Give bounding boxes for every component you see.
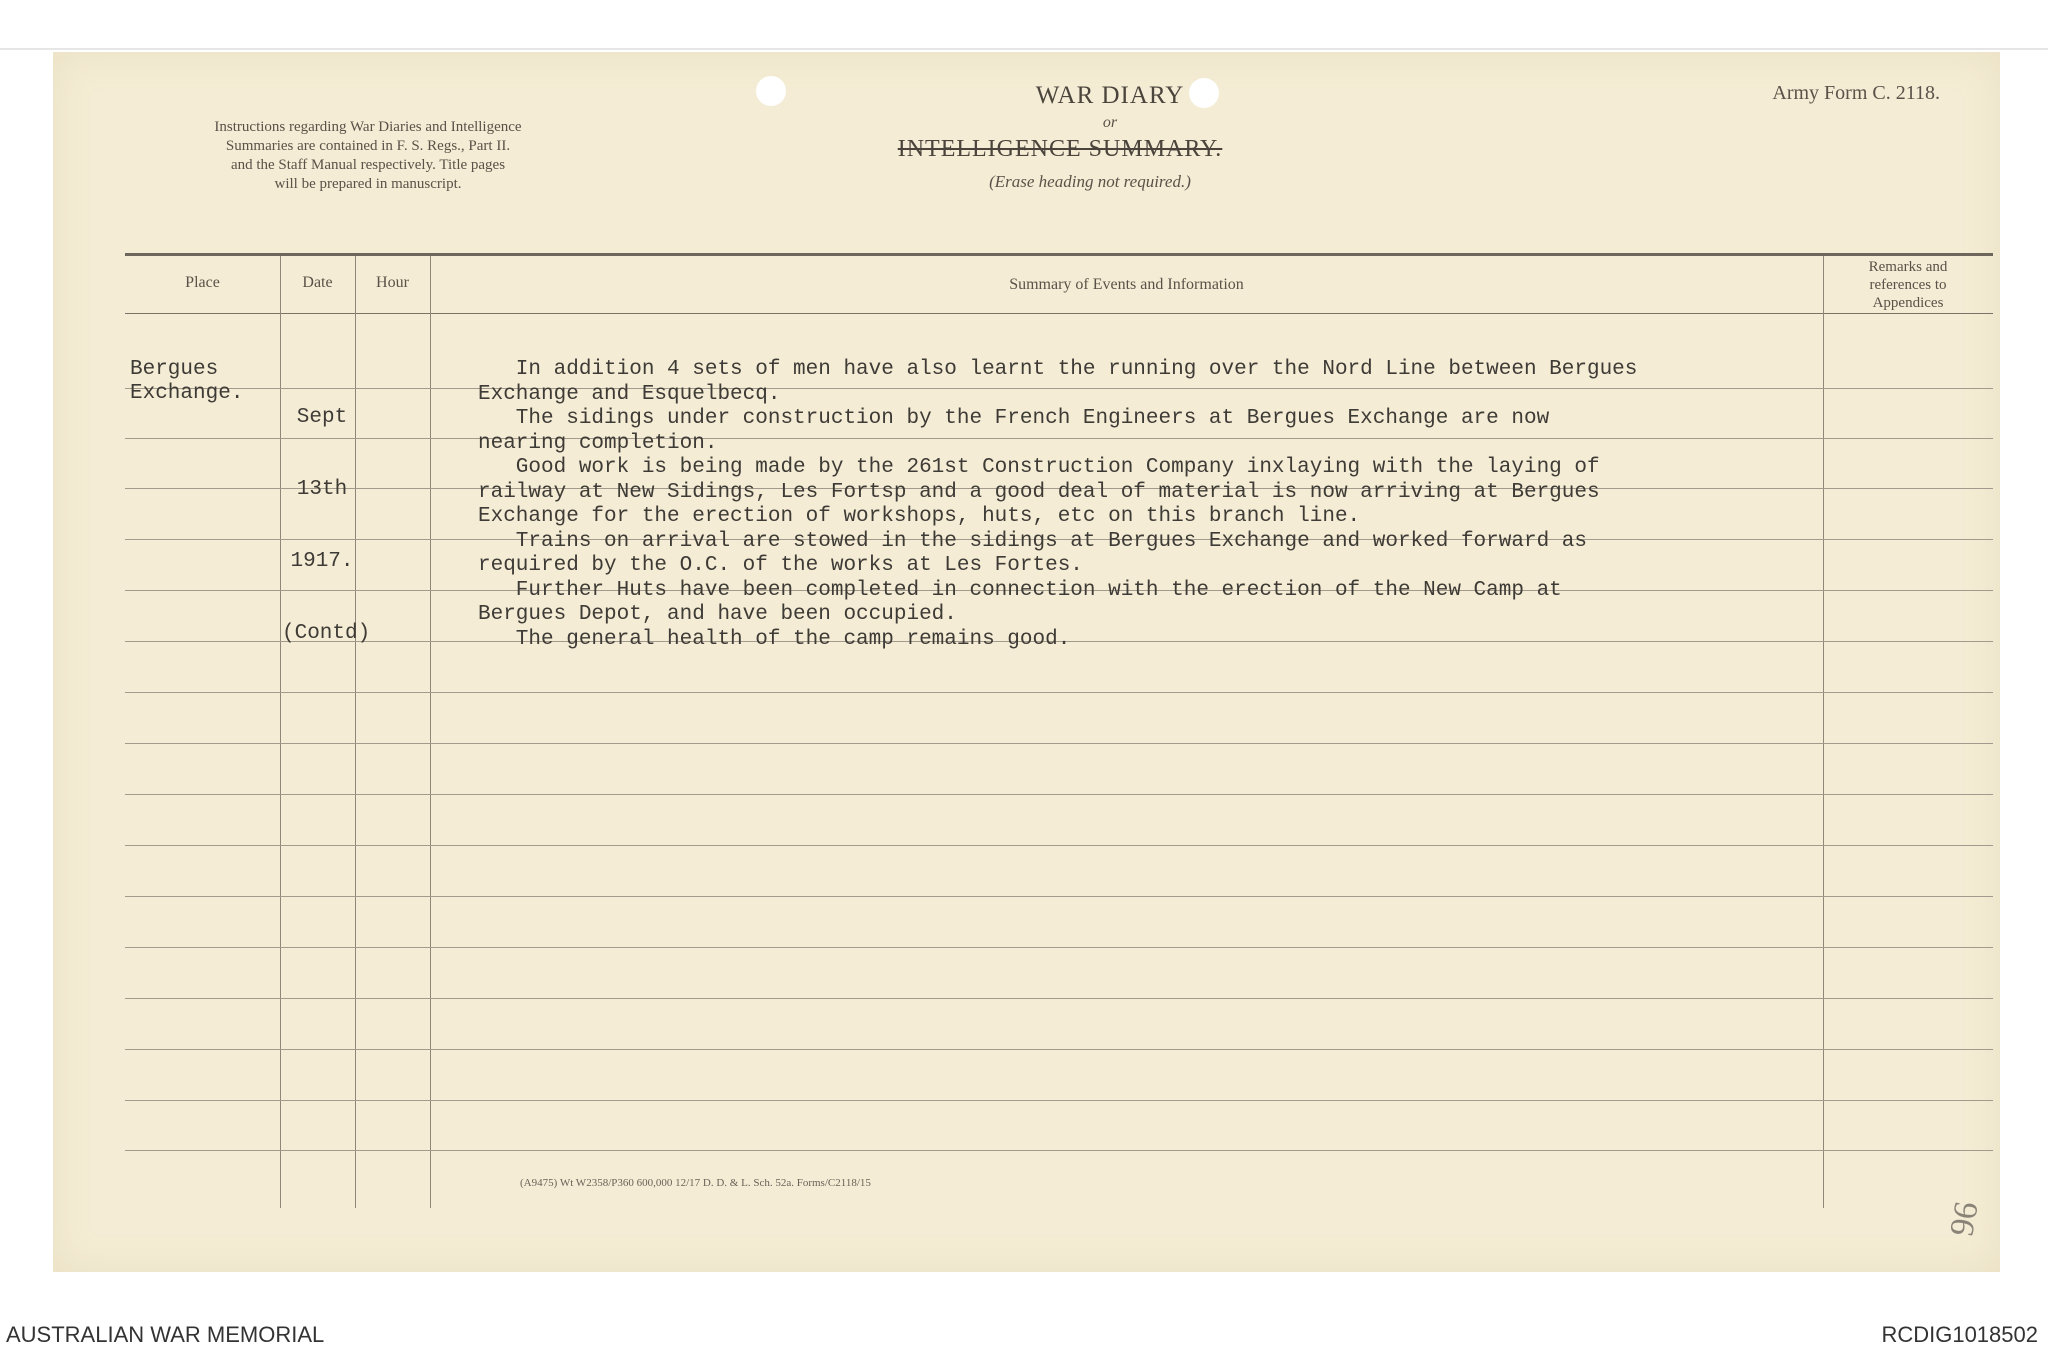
place-line: Bergues bbox=[130, 358, 219, 381]
ruled-line bbox=[125, 743, 1993, 744]
column-divider-place bbox=[280, 256, 281, 1208]
printer-imprint: (A9475) Wt W2358/P360 600,000 12/17 D. D. & L. Sch. 52a. Forms/C2118/15 bbox=[520, 1177, 871, 1189]
archive-name: AUSTRALIAN WAR MEMORIAL bbox=[6, 1322, 325, 1347]
column-header-hour: Hour bbox=[376, 274, 409, 291]
instructions-line: and the Staff Manual respectively. Title pages bbox=[230, 157, 506, 173]
remarks-header-line: Appendices bbox=[1872, 295, 1944, 311]
army-form-number: Army Form C. 2118. bbox=[1772, 82, 1940, 104]
summary-line: The sidings under construction by the French Engineers at Bergues Exchange are now bbox=[478, 407, 1550, 430]
top-border bbox=[0, 48, 2048, 50]
summary-line: In addition 4 sets of men have also learnt the running over the Nord Line between Bergues bbox=[478, 358, 1638, 381]
ruled-line bbox=[125, 692, 1993, 693]
date-line: Sept bbox=[296, 406, 348, 429]
summary-line: railway at New Sidings, Les Fortsp and a good deal of material is now arriving at Bergues bbox=[478, 480, 1600, 504]
punch-hole-left bbox=[756, 76, 786, 106]
ruled-line bbox=[125, 896, 1993, 897]
ruled-line bbox=[125, 998, 1993, 999]
column-header-remarks bbox=[1823, 258, 1993, 312]
summary-line: Good work is being made by the 261st Construction Company inxlaying with the laying of bbox=[478, 456, 1600, 479]
ruled-line bbox=[125, 845, 1993, 846]
column-divider-summary bbox=[1823, 256, 1824, 1208]
summary-line: Trains on arrival are stowed in the sidings at Bergues Exchange and worked forward as bbox=[478, 529, 1587, 553]
date-line: (Contd) bbox=[282, 622, 371, 645]
page-number: 96 bbox=[1943, 1198, 1986, 1239]
column-header-summary: Summary of Events and Information bbox=[1009, 276, 1244, 293]
instructions-line: Summaries are contained in F. S. Regs., Part II. bbox=[225, 138, 511, 154]
summary-line: Further Huts have been completed in connection with the erection of the New Camp at bbox=[478, 578, 1562, 602]
intelligence-summary-title: INTELLIGENCE SUMMARY. bbox=[897, 136, 1223, 162]
erase-heading-note: (Erase heading not required.) bbox=[989, 172, 1191, 191]
archive-id: RCDIG1018502 bbox=[1881, 1322, 2038, 1347]
column-header-place: Place bbox=[185, 274, 220, 291]
ruled-line bbox=[125, 794, 1993, 795]
table-top-rule bbox=[125, 253, 1993, 256]
date-line: 1917. bbox=[290, 550, 354, 573]
instructions-line: will be prepared in manuscript. bbox=[274, 176, 462, 192]
ruled-line bbox=[125, 1100, 1993, 1101]
instructions-note bbox=[120, 118, 616, 194]
ruled-line bbox=[125, 1150, 1993, 1151]
entry-summary bbox=[478, 358, 1818, 652]
ruled-line bbox=[125, 947, 1993, 948]
summary-line: required by the O.C. of the works at Les Fortes. bbox=[478, 554, 1083, 577]
summary-line: The general health of the camp remains good. bbox=[478, 627, 1071, 651]
entry-place bbox=[130, 358, 243, 406]
column-header-date: Date bbox=[302, 274, 333, 291]
form-title: WAR DIARY bbox=[1035, 82, 1185, 109]
remarks-header-line: Remarks and bbox=[1868, 259, 1948, 275]
date-line: 13th bbox=[296, 478, 348, 501]
summary-line: Bergues Depot, and have been occupied. bbox=[478, 603, 957, 626]
header-bottom-rule bbox=[125, 313, 1993, 314]
summary-line: nearing completion. bbox=[478, 431, 718, 455]
place-line: Exchange. bbox=[130, 382, 244, 405]
instructions-line: Instructions regarding War Diaries and Intelligence bbox=[214, 119, 522, 135]
summary-line: Exchange and Esquelbecq. bbox=[478, 382, 781, 406]
remarks-header-line: references to bbox=[1869, 277, 1947, 293]
column-divider-hour bbox=[430, 256, 431, 1208]
ruled-line bbox=[125, 1049, 1993, 1050]
summary-line: Exchange for the erection of workshops, huts, etc on this branch line. bbox=[478, 505, 1361, 528]
entry-date bbox=[282, 358, 371, 670]
title-or: or bbox=[1102, 114, 1118, 131]
